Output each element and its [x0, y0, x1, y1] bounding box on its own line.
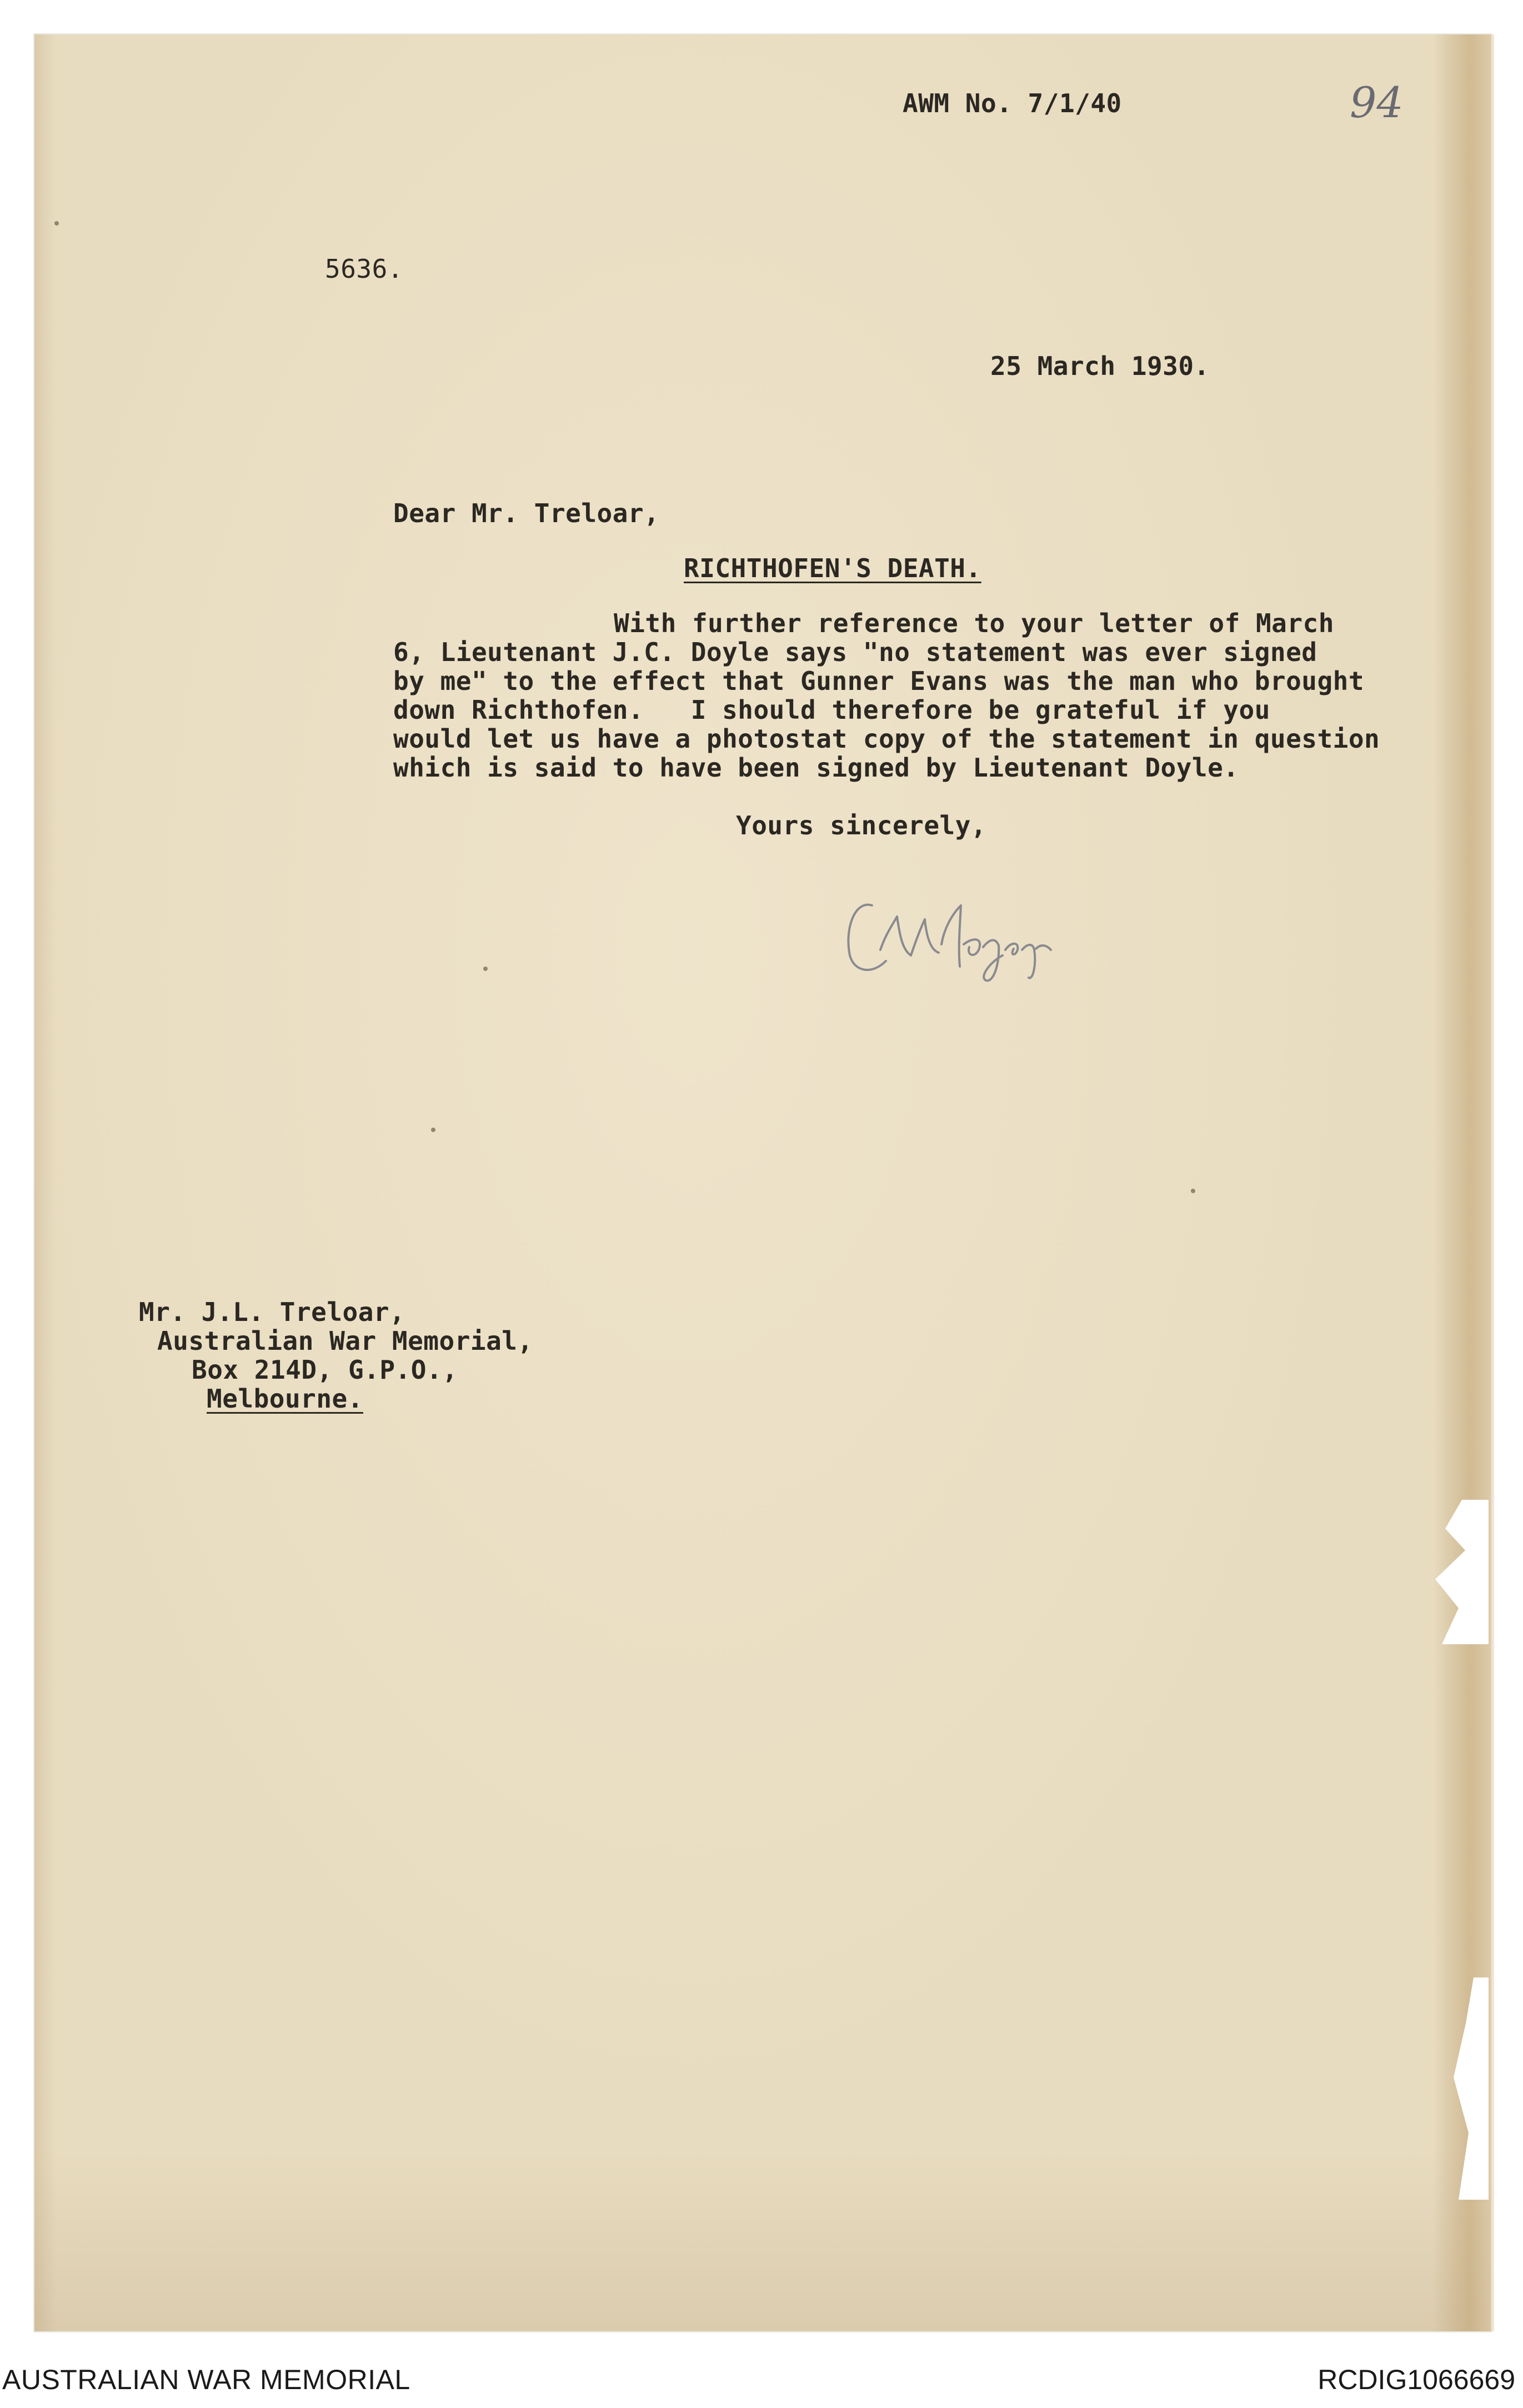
body-line: would let us have a photostat copy of the statement in question: [393, 724, 1380, 754]
salutation: Dear Mr. Treloar,: [393, 498, 660, 528]
letter-heading: RICHTHOFEN'S DEATH.: [684, 553, 981, 583]
file-number: 5636.: [325, 254, 403, 284]
body-line: down Richthofen. I should therefore be grateful if you: [393, 695, 1270, 725]
footer-institution: AUSTRALIAN WAR MEMORIAL: [2, 2364, 410, 2395]
body-line: which is said to have been signed by Lieutenant Doyle.: [393, 753, 1239, 783]
recipient-name: Mr. J.L. Treloar,: [139, 1297, 405, 1327]
body-line: With further reference to your letter of March: [614, 608, 1334, 638]
paper-speck: [431, 1128, 435, 1132]
paper-speck: [483, 967, 488, 971]
reference-number: AWM No. 7/1/40: [903, 88, 1122, 118]
recipient-box: Box 214D, G.P.O.,: [192, 1355, 458, 1385]
paper-speck: [1191, 1189, 1195, 1193]
letter-date: 25 March 1930.: [990, 351, 1210, 381]
closing: Yours sincerely,: [736, 810, 987, 840]
body-line: by me" to the effect that Gunner Evans was the man who brought: [393, 666, 1365, 696]
body-line: 6, Lieutenant J.C. Doyle says "no statement was ever signed: [393, 637, 1317, 667]
paper-speck: [54, 221, 59, 226]
footer-image-id: RCDIG1066669: [1317, 2364, 1515, 2395]
recipient-organisation: Australian War Memorial,: [157, 1326, 533, 1356]
recipient-city: Melbourne.: [207, 1384, 363, 1414]
letter-page: [34, 34, 1491, 2331]
folio-number: 94: [1350, 78, 1404, 127]
signature-image: [833, 883, 1078, 994]
